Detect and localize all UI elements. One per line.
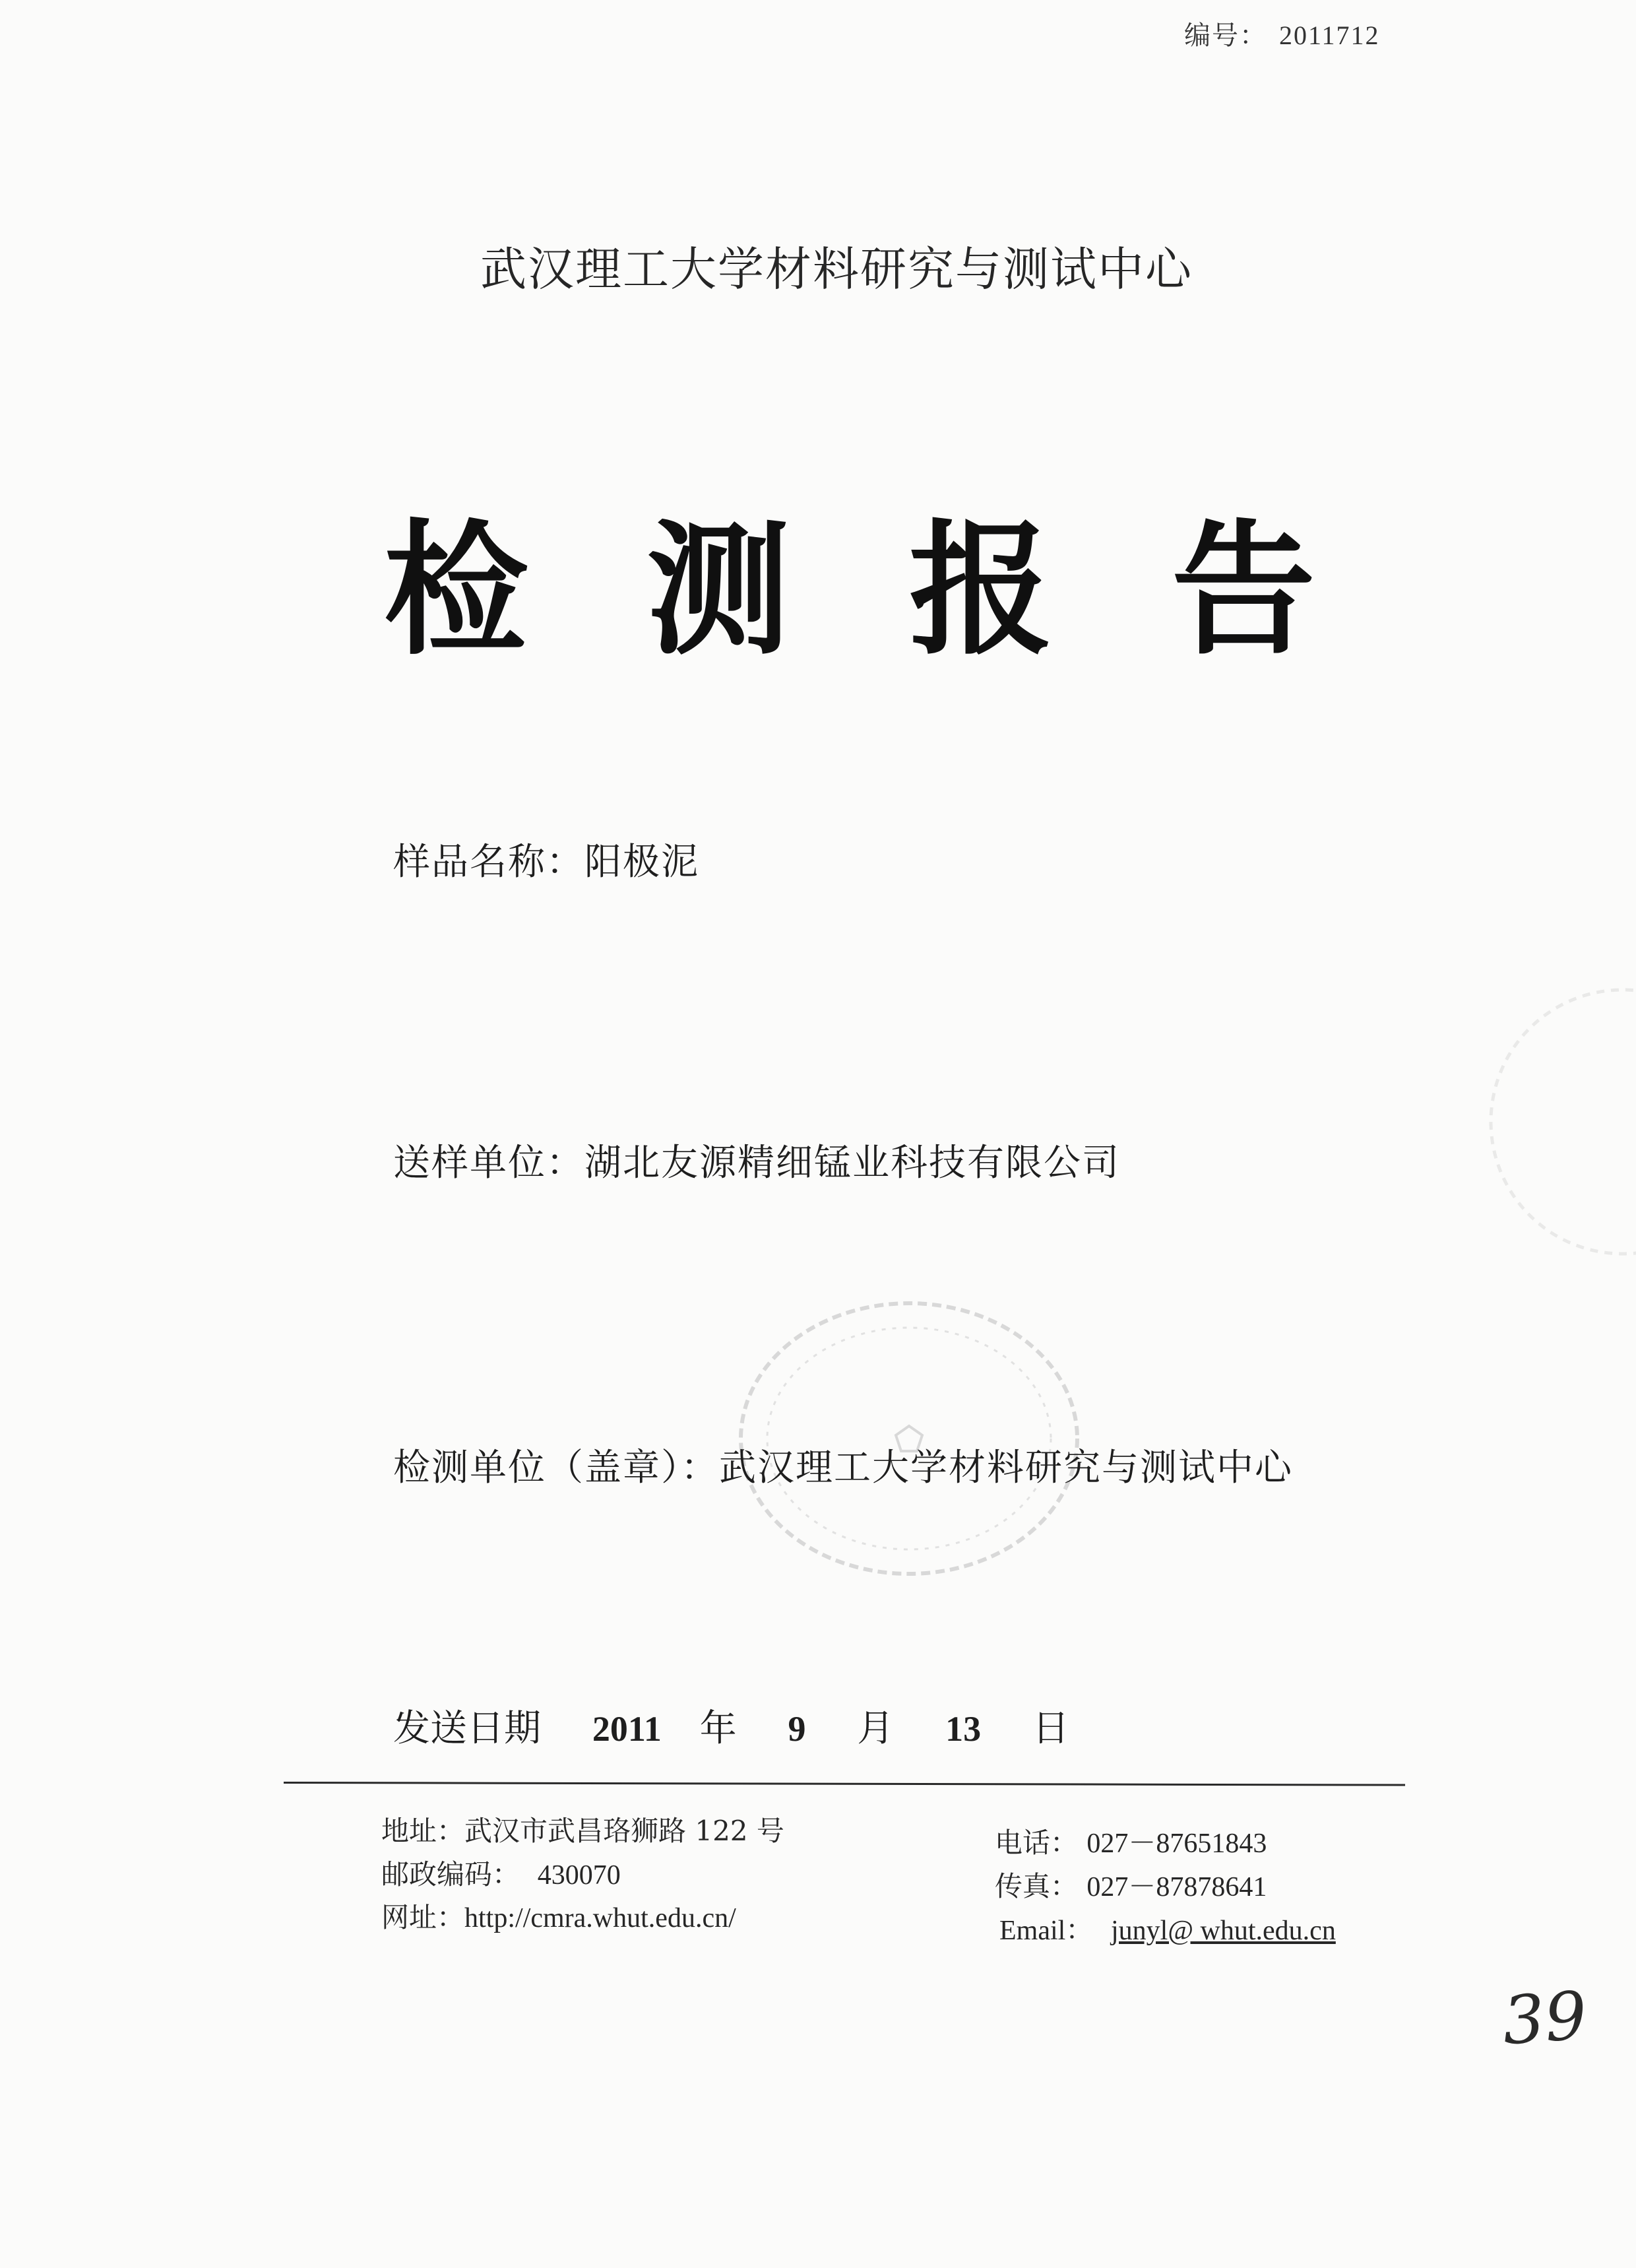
send-date-month-unit: 月 bbox=[857, 1707, 895, 1750]
sender-field: 送样单位：湖北友源精细锰业科技有限公司 bbox=[393, 1142, 1120, 1184]
report-number-label: 编号： bbox=[1184, 20, 1267, 51]
send-date-year: 2011 bbox=[592, 1709, 662, 1749]
contact-email bbox=[999, 1908, 1336, 1948]
send-date-day: 13 bbox=[945, 1709, 982, 1749]
email-label: Email： bbox=[999, 1916, 1094, 1946]
website-label: 网址： bbox=[381, 1901, 465, 1933]
seal-stamp-edge bbox=[1464, 977, 1636, 1267]
fax-value: 027－87878641 bbox=[1086, 1872, 1267, 1902]
email-link[interactable]: junyl@ whut.edu.cn bbox=[1111, 1916, 1336, 1946]
contact-fax bbox=[995, 1865, 1267, 1904]
sample-name-field: 样品名称：阳极泥 bbox=[393, 841, 699, 884]
send-date bbox=[393, 1699, 1069, 1752]
contact-phone bbox=[995, 1821, 1267, 1861]
send-date-day-unit: 日 bbox=[1032, 1707, 1069, 1750]
contact-postcode bbox=[381, 1853, 621, 1893]
address-value: 武汉市武昌珞狮路 122 号 bbox=[464, 1815, 784, 1847]
postcode-value: 430070 bbox=[537, 1860, 621, 1891]
send-date-year-unit: 年 bbox=[699, 1707, 737, 1750]
report-title: 检测报告 bbox=[384, 507, 1434, 674]
report-number bbox=[1184, 15, 1380, 52]
website-link[interactable]: http://cmra.whut.edu.cn/ bbox=[464, 1903, 736, 1933]
address-label: 地址： bbox=[381, 1815, 465, 1847]
contact-website bbox=[381, 1896, 736, 1935]
send-date-label: 发送日期 bbox=[393, 1707, 541, 1750]
handwritten-page-number: 39 bbox=[1500, 1976, 1590, 2060]
report-number-value: 2011712 bbox=[1279, 20, 1380, 50]
phone-value: 027－87651843 bbox=[1086, 1829, 1267, 1859]
fax-label: 传真： bbox=[995, 1870, 1079, 1902]
testing-unit-field: 检测单位（盖章）：武汉理工大学材料研究与测试中心 bbox=[393, 1446, 1293, 1489]
postcode-label: 邮政编码： bbox=[381, 1858, 520, 1891]
footer-divider bbox=[284, 1782, 1405, 1786]
phone-label: 电话： bbox=[995, 1827, 1079, 1859]
institution-title: 武汉理工大学材料研究与测试中心 bbox=[480, 242, 1193, 296]
send-date-month: 9 bbox=[788, 1709, 806, 1749]
contact-address bbox=[381, 1809, 784, 1849]
